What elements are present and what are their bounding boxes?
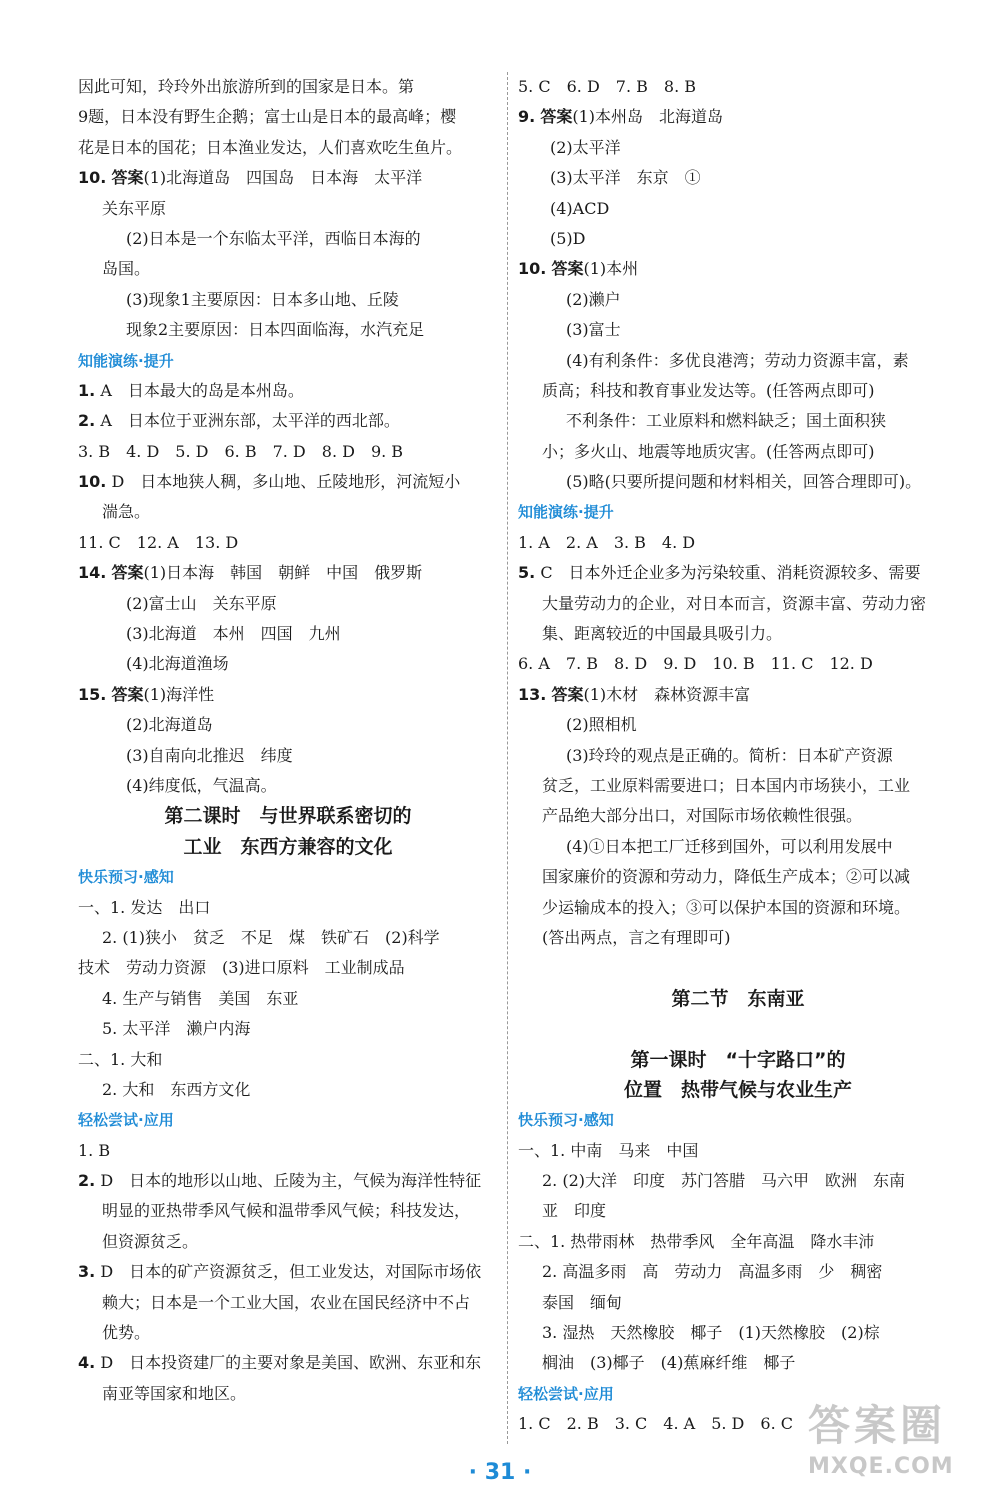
section-heading: 知能演练·提升 (78, 351, 174, 370)
question-number: 1. (78, 380, 96, 400)
answer-line (78, 163, 498, 193)
answer-text: (1)本州 (583, 259, 639, 279)
text-line: (2)太平洋 (550, 137, 621, 157)
lesson-title: 第一课时 “十字路口”的 (630, 1048, 846, 1071)
question-number: 3. (78, 1262, 96, 1282)
question-line (518, 558, 958, 588)
answer-text: (1)本州岛 北海道岛 (572, 107, 723, 127)
text-line: (3)太平洋 东京 ① (550, 168, 701, 188)
answer-label: 答案 (551, 259, 584, 279)
page-marker-right: · (522, 1460, 532, 1485)
text-line: (5)D (550, 228, 586, 248)
text-line: 明显的亚热带季风气候和温带季风气候；科技发达， (102, 1201, 471, 1221)
answer-text: (1)木材 森林资源丰富 (583, 684, 751, 704)
text-line: 花是日本的国花；日本渔业发达，人们喜欢吃生鱼片。 (78, 137, 463, 157)
text-line: 岛国。 (102, 259, 151, 279)
answer-key-line: 1. A 2. A 3. B 4. D (518, 532, 696, 552)
text-line: 9题，日本没有野生企鹅；富士山是日本的最高峰；樱 (78, 107, 457, 127)
question-line (78, 467, 498, 497)
answer-key-line: 11. C 12. A 13. D (78, 532, 239, 552)
text-line: (答出两点，言之有理即可) (542, 927, 731, 947)
text-line: 泰国 缅甸 (542, 1292, 623, 1312)
text-line: 榈油 (3)椰子 (4)蕉麻纤维 椰子 (542, 1353, 796, 1373)
question-number: 4. (78, 1353, 96, 1373)
text-line: (3)玲玲的观点是正确的。简析：日本矿产资源 (566, 745, 893, 765)
section-heading: 轻松尝试·应用 (518, 1384, 614, 1403)
text-line: 技术 劳动力资源 (3)进口原料 工业制成品 (78, 958, 405, 978)
question-number: 10. (78, 472, 107, 492)
answer-line (78, 558, 498, 588)
question-line (78, 406, 498, 436)
right-column (518, 72, 958, 1440)
answer-key-line: 1. C 2. B 3. C 4. A 5. D 6. C (518, 1414, 793, 1434)
text-line: 一、1. 中南 马来 中国 (518, 1140, 699, 1160)
question-explanation: D 日本地狭人稠，多山地、丘陵地形，河流短小 (111, 472, 461, 492)
text-line: (3)富士 (566, 320, 621, 340)
answer-line (518, 102, 958, 132)
answer-line (518, 254, 958, 284)
answer-label: 答案 (111, 563, 144, 583)
question-line (78, 1166, 498, 1196)
text-line: (3)自南向北推迟 纬度 (126, 745, 293, 765)
text-line: (2)濑户 (566, 289, 621, 309)
answer-text: (1)海洋性 (143, 684, 215, 704)
page-marker-left: · (468, 1460, 478, 1485)
question-number: 2. (78, 1171, 96, 1191)
text-line: 集、距离较近的中国最具吸引力。 (542, 624, 783, 644)
question-line (78, 1257, 498, 1287)
text-line: 亚 印度 (542, 1201, 607, 1221)
answer-label: 答案 (111, 168, 144, 188)
text-line: 关东平原 (102, 198, 167, 218)
section-heading: 知能演练·提升 (518, 503, 614, 522)
answer-text: (1)日本海 韩国 朝鲜 中国 俄罗斯 (143, 563, 423, 583)
text-line: 现象2主要原因：日本四面临海，水汽充足 (126, 320, 425, 340)
question-explanation: A 日本位于亚洲东部，太平洋的西北部。 (100, 411, 400, 431)
answer-label: 答案 (540, 107, 573, 127)
text-line: 但资源贫乏。 (102, 1231, 199, 1251)
text-line: (4)有利条件：多优良港湾；劳动力资源丰富，素 (566, 350, 909, 370)
question-number: 9. (518, 107, 536, 127)
text-line: 2. 大和 东西方文化 (102, 1079, 251, 1099)
text-line: 质高；科技和教育事业发达等。(任答两点即可) (542, 380, 875, 400)
text-line: (5)略(只要所提问题和材料相关，回答合理即可)。 (566, 472, 922, 492)
watermark-url: MXQE.COM (808, 1454, 954, 1479)
text-line: 小；多火山、地震等地质灾害。(任答两点即可) (542, 441, 875, 461)
text-line: 二、1. 大和 (78, 1049, 163, 1069)
text-line: 2. (1)狭小 贫乏 不足 煤 铁矿石 (2)科学 (102, 927, 440, 947)
question-number: 13. (518, 684, 547, 704)
text-line: 少运输成本的投入；③可以保护本国的资源和环境。 (542, 897, 911, 917)
text-line: 5. 太平洋 濑户内海 (102, 1019, 251, 1039)
text-line: 湍急。 (102, 502, 151, 522)
question-explanation: D 日本的地形以山地、丘陵为主，气候为海洋性特征 (100, 1171, 482, 1191)
text-line: (2)富士山 关东平原 (126, 593, 277, 613)
text-line: 一、1. 发达 出口 (78, 897, 211, 917)
question-explanation: D 日本投资建厂的主要对象是美国、欧洲、东亚和东 (100, 1353, 482, 1373)
text-line: (4)①日本把工厂迁移到国外，可以利用发展中 (566, 836, 893, 856)
lesson-title: 工业 东西方兼容的文化 (183, 835, 393, 858)
text-line: 贫乏，工业原料需要进口；日本国内市场狭小，工业 (542, 775, 911, 795)
text-line: (4)纬度低，气温高。 (126, 775, 277, 795)
text-line: 国家廉价的资源和劳动力，降低生产成本；②可以减 (542, 867, 911, 887)
watermark-logo (808, 1398, 988, 1494)
text-line: 4. 生产与销售 美国 东亚 (102, 988, 299, 1008)
answer-text: (1)北海道岛 四国岛 日本海 太平洋 (143, 168, 423, 188)
answer-key-line: 3. B 4. D 5. D 6. B 7. D 8. D 9. B (78, 441, 404, 461)
question-line (78, 376, 498, 406)
lesson-title: 第二课时 与世界联系密切的 (164, 805, 412, 828)
text-line: (3)现象1主要原因：日本多山地、丘陵 (126, 289, 399, 309)
question-explanation: C 日本外迁企业多为污染较重、消耗资源较多、需要 (540, 563, 921, 583)
question-number: 5. (518, 563, 536, 583)
text-line: 南亚等国家和地区。 (102, 1383, 247, 1403)
answer-line (518, 680, 958, 710)
section-heading: 快乐预习·感知 (78, 868, 174, 887)
text-line: 优势。 (102, 1323, 151, 1343)
spacer-line (518, 1014, 958, 1044)
question-line (78, 1348, 498, 1378)
question-explanation: A 日本最大的岛是本州岛。 (100, 380, 304, 400)
question-number: 14. (78, 563, 107, 583)
text-line: 3. 湿热 天然橡胶 椰子 (1)天然橡胶 (2)棕 (542, 1323, 880, 1343)
text-line: (4)北海道渔场 (126, 654, 229, 674)
answer-label: 答案 (551, 684, 584, 704)
text-line: 赖大；日本是一个工业大国，农业在国民经济中不占 (102, 1292, 471, 1312)
text-line: 二、1. 热带雨林 热带季风 全年高温 降水丰沛 (518, 1231, 875, 1251)
lesson-title: 位置 热带气候与农业生产 (623, 1078, 852, 1101)
page-number: 31 (484, 1460, 516, 1485)
question-explanation: D 日本的矿产资源贫乏，但工业发达，对国际市场依 (100, 1262, 482, 1282)
question-number: 2. (78, 411, 96, 431)
watermark-text: 答案圈 (808, 1401, 947, 1450)
spacer-line (518, 953, 958, 983)
lesson-title: 第二节 东南亚 (671, 987, 805, 1010)
text-line: 2. (2)大洋 印度 苏门答腊 马六甲 欧洲 东南 (542, 1171, 906, 1191)
text-line: 产品绝大部分出口，对国际市场依赖性很强。 (542, 806, 863, 826)
question-number: 15. (78, 684, 107, 704)
answer-key-line: 1. B (78, 1140, 111, 1160)
question-number: 10. (78, 168, 107, 188)
text-line: (2)北海道岛 (126, 715, 213, 735)
text-line: (2)日本是一个东临太平洋，西临日本海的 (126, 228, 421, 248)
text-line: (2)照相机 (566, 715, 637, 735)
question-number: 10. (518, 259, 547, 279)
text-line: 因此可知，玲玲外出旅游所到的国家是日本。第 (78, 77, 415, 96)
text-line: (3)北海道 本州 四国 九州 (126, 624, 341, 644)
answer-key-line: 5. C 6. D 7. B 8. B (518, 77, 696, 96)
answer-line (78, 680, 498, 710)
left-column (78, 72, 498, 1409)
section-heading: 快乐预习·感知 (518, 1111, 614, 1130)
text-line: (4)ACD (550, 198, 610, 218)
answer-key-line: 6. A 7. B 8. D 9. D 10. B 11. C 12. D (518, 654, 873, 674)
column-divider (507, 72, 508, 1444)
section-heading: 轻松尝试·应用 (78, 1111, 174, 1130)
text-line: 不利条件：工业原料和燃料缺乏；国土面积狭 (566, 411, 887, 431)
text-line: 大量劳动力的企业，对日本而言，资源丰富、劳动力密 (542, 593, 927, 613)
answer-label: 答案 (111, 684, 144, 704)
text-line: 2. 高温多雨 高 劳动力 高温多雨 少 稠密 (542, 1262, 883, 1282)
